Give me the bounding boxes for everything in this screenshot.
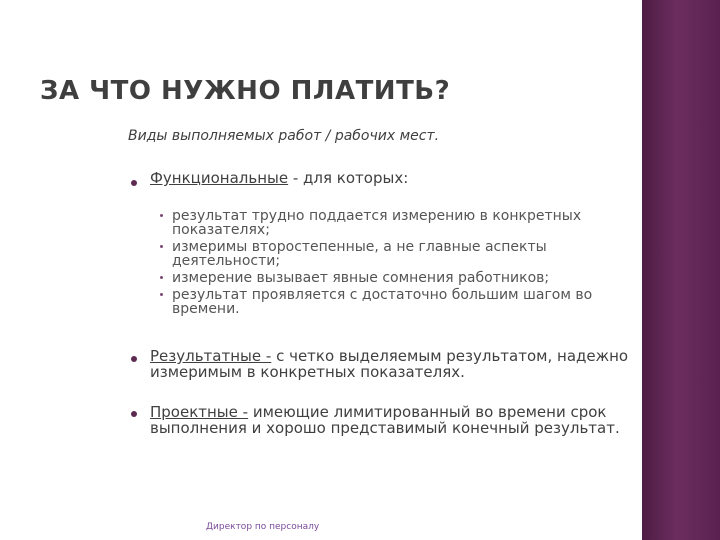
sub-bullet-icon — [160, 276, 163, 279]
slide-title: ЗА ЧТО НУЖНО ПЛАТИТЬ? — [40, 76, 451, 106]
sub-list — [160, 209, 630, 316]
sub-bullet-icon — [160, 293, 163, 296]
item-term: Функциональные — [150, 169, 289, 187]
bullet-icon — [131, 411, 137, 417]
list-item-project — [150, 404, 640, 436]
sub-list-item: измеримы второстепенные, а не главные аспекты деятельности; — [160, 240, 630, 268]
item-term: Проектные - — [150, 403, 249, 421]
item-text: с четко выделяемым результатом, надежно измеримым в конкретных показателях. — [150, 347, 629, 381]
bullet-icon — [131, 180, 137, 186]
sub-bullet-icon — [160, 214, 163, 217]
footer-label: Директор по персоналу — [206, 522, 320, 532]
slide-subtitle: Виды выполняемых работ / рабочих мест. — [128, 128, 440, 144]
item-term: Результатные - — [150, 347, 272, 365]
list-item-result — [150, 348, 640, 380]
sub-list-item: измерение вызывает явные сомнения работников; — [160, 271, 630, 285]
sub-list-item: результат проявляется с достаточно большим шагом во времени. — [160, 288, 630, 316]
sub-list-item: результат трудно поддается измерению в конкретных показателях; — [160, 209, 630, 237]
item-text: имеющие лимитированный во времени срок выполнения и хорошо представимый конечный результат. — [150, 403, 620, 437]
side-panel — [642, 0, 720, 540]
sub-bullet-icon — [160, 245, 163, 248]
item-text: - для которых: — [288, 169, 409, 187]
list-item-functional — [150, 170, 640, 186]
bullet-icon — [131, 356, 137, 362]
